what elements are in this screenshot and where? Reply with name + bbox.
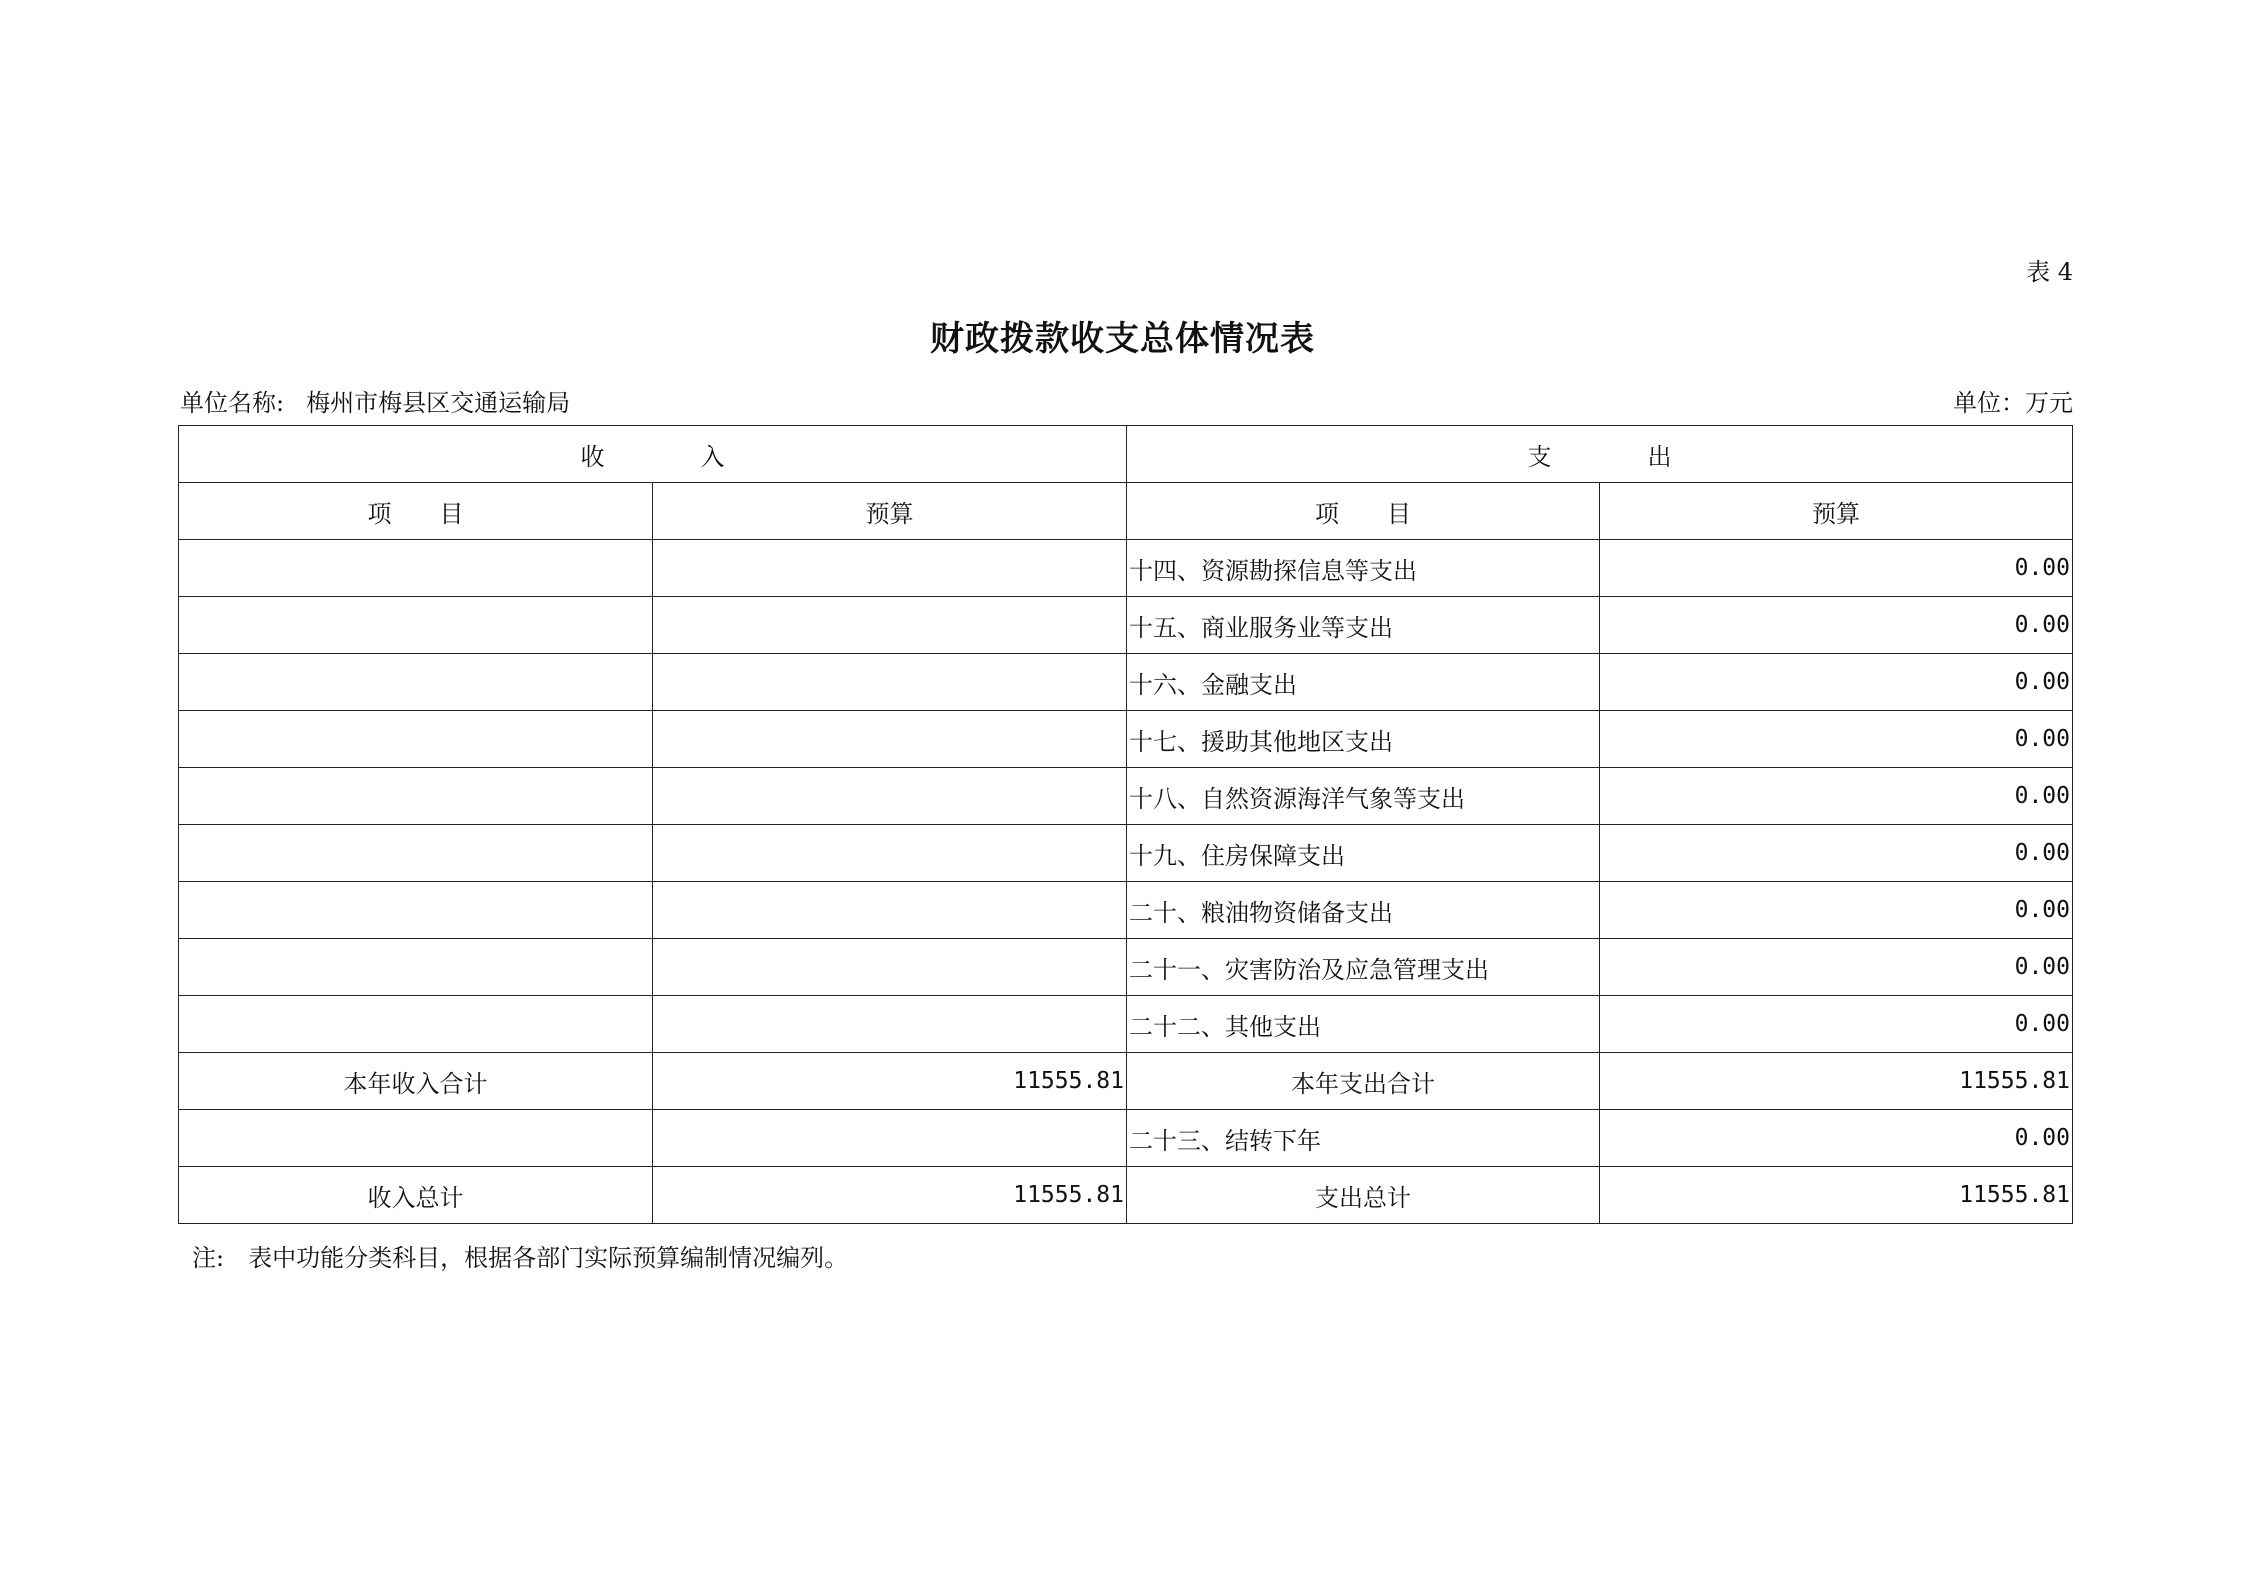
expense-item-cell: 二十三、结转下年 <box>1127 1110 1600 1167</box>
expense-item-header: 项 目 <box>1127 483 1600 540</box>
total-row <box>179 1167 2073 1224</box>
income-item-cell <box>179 996 653 1053</box>
expense-item-cell: 十九、住房保障支出 <box>1127 825 1600 882</box>
expense-budget-cell: 0.00 <box>1600 597 2073 654</box>
total-row <box>179 1053 2073 1110</box>
income-budget-cell: 11555.81 <box>653 1053 1127 1110</box>
expense-budget-header: 预算 <box>1600 483 2073 540</box>
footnote-text: 表中功能分类科目，根据各部门实际预算编制情况编列。 <box>248 1244 849 1272</box>
income-item-cell <box>179 654 653 711</box>
expense-item-cell: 十七、援助其他地区支出 <box>1127 711 1600 768</box>
footnote-label: 注: <box>192 1244 225 1272</box>
income-item-cell: 收入总计 <box>179 1167 653 1224</box>
unit-name-row <box>180 383 570 418</box>
table-row <box>179 768 2073 825</box>
expense-item-cell: 本年支出合计 <box>1127 1053 1600 1110</box>
expense-budget-cell: 0.00 <box>1600 996 2073 1053</box>
income-budget-cell <box>653 939 1127 996</box>
income-budget-cell <box>653 654 1127 711</box>
income-item-cell <box>179 882 653 939</box>
expense-budget-cell: 0.00 <box>1600 768 2073 825</box>
income-budget-cell <box>653 1110 1127 1167</box>
expense-budget-cell: 0.00 <box>1600 711 2073 768</box>
expense-budget-cell: 0.00 <box>1600 882 2073 939</box>
income-budget-cell <box>653 768 1127 825</box>
income-budget-cell: 11555.81 <box>653 1167 1127 1224</box>
table-row <box>179 996 2073 1053</box>
unit-name-label: 单位名称: <box>180 389 285 417</box>
expense-item-cell: 二十一、灾害防治及应急管理支出 <box>1127 939 1600 996</box>
expense-budget-cell: 0.00 <box>1600 939 2073 996</box>
income-budget-cell <box>653 825 1127 882</box>
expense-budget-cell: 0.00 <box>1600 825 2073 882</box>
income-item-header: 项 目 <box>179 483 653 540</box>
expense-item-cell: 二十二、其他支出 <box>1127 996 1600 1053</box>
expense-budget-cell: 0.00 <box>1600 540 2073 597</box>
table-number: 表 4 <box>2026 258 2073 286</box>
table-row <box>179 597 2073 654</box>
income-item-cell <box>179 711 653 768</box>
income-budget-cell <box>653 996 1127 1053</box>
expense-item-cell: 支出总计 <box>1127 1167 1600 1224</box>
column-header-row <box>179 483 2073 540</box>
income-section-header: 收 入 <box>179 426 1127 483</box>
section-header-row <box>179 426 2073 483</box>
income-item-cell: 本年收入合计 <box>179 1053 653 1110</box>
table-row <box>179 711 2073 768</box>
fiscal-budget-table <box>178 425 2073 1224</box>
table-row <box>179 939 2073 996</box>
expense-item-cell: 十六、金融支出 <box>1127 654 1600 711</box>
table-row <box>179 882 2073 939</box>
table-row <box>179 540 2073 597</box>
income-item-cell <box>179 768 653 825</box>
income-budget-cell <box>653 540 1127 597</box>
income-budget-cell <box>653 882 1127 939</box>
income-item-cell <box>179 825 653 882</box>
expense-item-cell: 十四、资源勘探信息等支出 <box>1127 540 1600 597</box>
expense-section-header: 支 出 <box>1127 426 2073 483</box>
footnote <box>192 1238 848 1273</box>
expense-budget-cell: 11555.81 <box>1600 1053 2073 1110</box>
expense-budget-cell: 0.00 <box>1600 1110 2073 1167</box>
table-row <box>179 654 2073 711</box>
income-budget-cell <box>653 711 1127 768</box>
currency-unit-label: 单位：万元 <box>1953 389 2073 417</box>
income-item-cell <box>179 540 653 597</box>
expense-item-cell: 二十、粮油物资储备支出 <box>1127 882 1600 939</box>
income-item-cell <box>179 939 653 996</box>
table-row <box>179 825 2073 882</box>
income-budget-cell <box>653 597 1127 654</box>
table-row <box>179 1110 2073 1167</box>
expense-budget-cell: 0.00 <box>1600 654 2073 711</box>
income-budget-header: 预算 <box>653 483 1127 540</box>
page-title: 财政拨款收支总体情况表 <box>930 319 1315 359</box>
expense-item-cell: 十八、自然资源海洋气象等支出 <box>1127 768 1600 825</box>
expense-item-cell: 十五、商业服务业等支出 <box>1127 597 1600 654</box>
expense-budget-cell: 11555.81 <box>1600 1167 2073 1224</box>
income-item-cell <box>179 597 653 654</box>
income-item-cell <box>179 1110 653 1167</box>
unit-name-value: 梅州市梅县区交通运输局 <box>306 389 571 417</box>
